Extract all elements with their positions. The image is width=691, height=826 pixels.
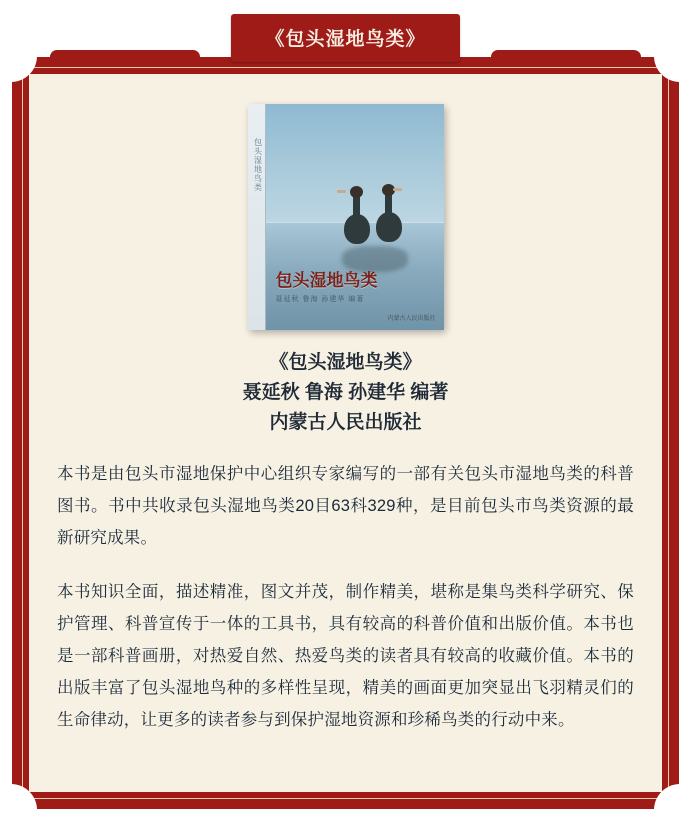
book-cover-container: [57, 104, 634, 330]
cover-title-text: 包头湿地鸟类: [275, 271, 378, 290]
body-paragraph-2: 本书知识全面，描述精准，图文并茂，制作精美，堪称是集鸟类科学研究、保护管理、科普宣传于一体的工具书，具有较高的科普价值和出版价值。本书也是一部科普画册，对热爱自然、热爱鸟类的读者具有较高的收藏价值。本书的出版丰富了包头湿地鸟种的多样性呈现，精美的画面更加突显出飞羽精灵们的生命律动，让更多的读者参与到保护湿地资源和珍稀鸟类的行动中来。: [57, 583, 634, 729]
book-info-headings: [57, 348, 634, 438]
cover-spine: [248, 104, 266, 330]
grebe-left-beak: [337, 190, 346, 193]
content-panel: [29, 74, 662, 792]
cover-publisher-text: 内蒙古人民出版社: [387, 316, 436, 322]
grebe-bird-right-icon: [376, 212, 402, 242]
book-authors-heading: 聂延秋 鲁海 孙建华 编著: [242, 382, 449, 403]
cover-authors-text: 聂延秋 鲁海 孙建华 编著: [275, 296, 365, 303]
grebe-bird-left-icon: [344, 214, 370, 244]
title-ribbon-container: [0, 14, 691, 62]
book-title-heading: 《包头湿地鸟类》: [269, 352, 422, 373]
book-cover-image: [248, 104, 444, 330]
decorative-red-frame: [12, 57, 679, 809]
cover-spine-title: 包头湿地鸟类: [253, 138, 263, 192]
book-publisher-heading: 内蒙古人民出版社: [269, 412, 422, 433]
grebe-right-beak: [393, 188, 402, 191]
page-title-ribbon: 《包头湿地鸟类》: [231, 14, 459, 62]
body-paragraph-1: 本书是由包头市湿地保护中心组织专家编写的一部有关包头市湿地鸟类的科普图书。书中共收录包头湿地鸟类20目63科329种，是目前包头市鸟类资源的最新研究成果。: [57, 465, 634, 547]
grebe-left-head: [350, 186, 363, 198]
